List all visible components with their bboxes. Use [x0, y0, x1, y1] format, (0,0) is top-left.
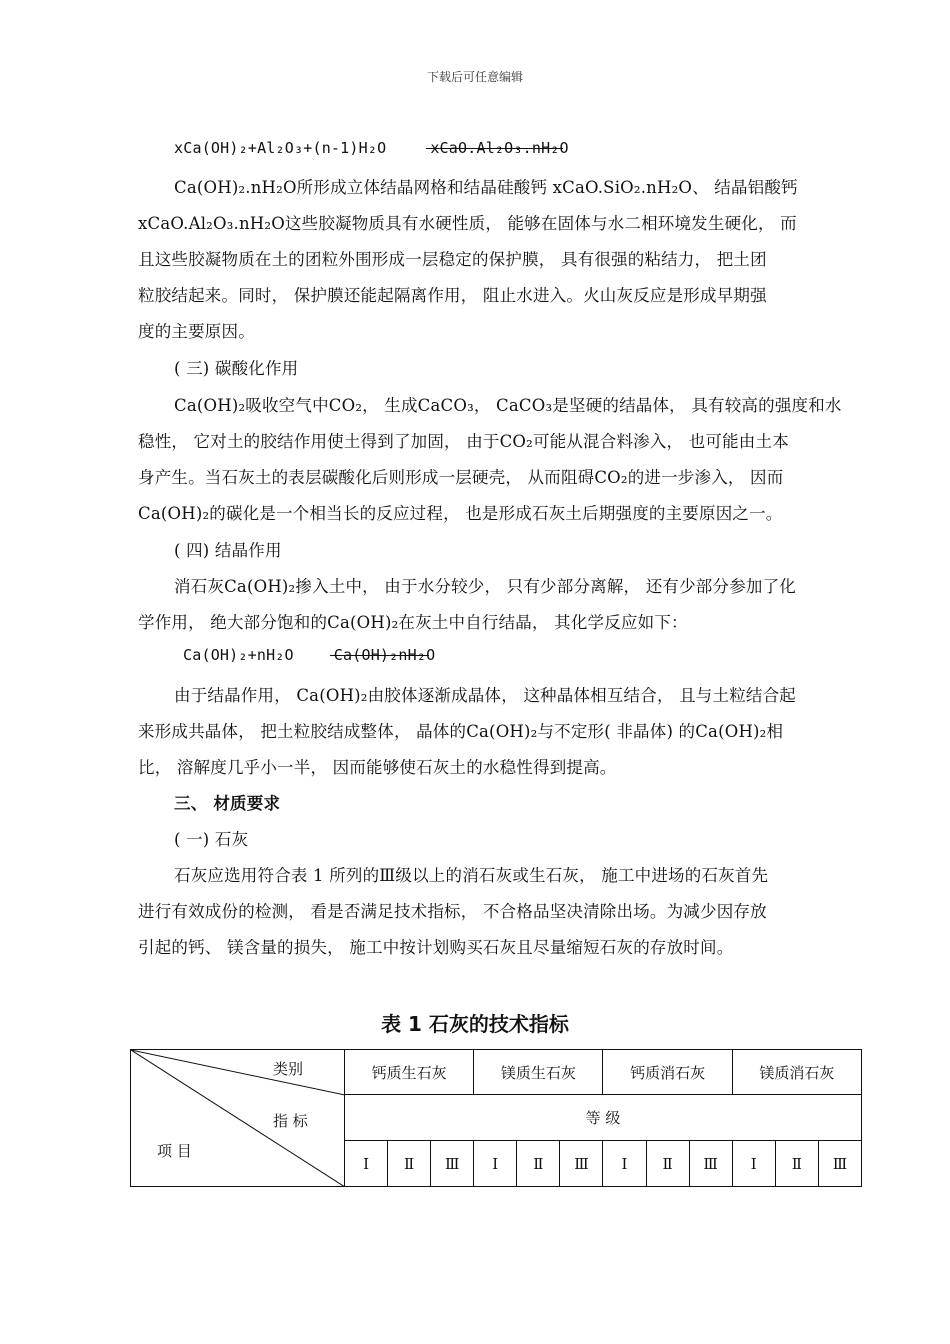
grade-cell: Ⅱ: [775, 1141, 818, 1187]
grade-cell: Ⅲ: [818, 1141, 861, 1187]
lime-spec-table: [130, 1049, 862, 1187]
category-header: 钙质生石灰: [345, 1050, 474, 1095]
equation-left: xCa(OH)₂+Al₂O₃+(n-1)H₂O: [174, 139, 387, 157]
paragraph-line: Ca(OH)₂.nH₂O所形成立体结晶网格和结晶硅酸钙 xCaO.SiO₂.nH₂O、 结晶铝酸钙: [174, 178, 798, 197]
grade-cell: Ⅰ: [345, 1141, 388, 1187]
paragraph-line: Ca(OH)₂的碳化是一个相当长的反应过程， 也是形成石灰土后期强度的主要原因之一。: [138, 504, 783, 523]
paragraph-line: 且这些胶凝物质在土的团粒外围形成一层稳定的保护膜， 具有很强的粘结力， 把土团: [138, 250, 767, 269]
subheading-carbonation: ( 三) 碳酸化作用: [174, 359, 299, 378]
grade-cell: Ⅲ: [560, 1141, 603, 1187]
grade-cell: Ⅲ: [689, 1141, 732, 1187]
diag-label-item: 项 目: [157, 1142, 192, 1160]
paragraph-line: 粒胶结起来。同时， 保护膜还能起隔离作用， 阻止水进入。火山灰反应是形成早期强: [138, 286, 767, 305]
section-heading: 三、 材质要求: [174, 794, 281, 813]
paragraph-line: 稳性， 它对土的胶结作用使土得到了加固， 由于CO₂可能从混合料渗入， 也可能由土本: [138, 432, 789, 451]
diagonal-lines: [131, 1050, 345, 1187]
paragraph-line: 引起的钙、 镁含量的损失， 施工中按计划购买石灰且尽量缩短石灰的存放时间。: [138, 938, 734, 957]
grade-cell: Ⅰ: [732, 1141, 775, 1187]
reaction-arrow: [430, 139, 568, 157]
grade-cell: Ⅰ: [474, 1141, 517, 1187]
diag-label-index: 指 标: [273, 1112, 308, 1130]
grade-cell: Ⅱ: [388, 1141, 431, 1187]
paragraph-line: 进行有效成份的检测， 看是否满足技术指标， 不合格品坚决清除出场。为减少因存放: [138, 902, 767, 921]
page-header: 下载后可任意编辑: [426, 70, 523, 84]
grade-cell: Ⅰ: [603, 1141, 646, 1187]
paragraph-line: 由于结晶作用， Ca(OH)₂由胶体逐渐成晶体， 这种晶体相互结合， 且与土粒结合起: [174, 686, 797, 705]
equation-crystallization: [183, 646, 435, 664]
table-title: 表 1 石灰的技术指标: [381, 1012, 569, 1036]
paragraph-line: 度的主要原因。: [138, 322, 255, 341]
grade-cell: Ⅲ: [431, 1141, 474, 1187]
subheading-lime: ( 一) 石灰: [174, 830, 249, 849]
category-header: 镁质消石灰: [732, 1050, 861, 1095]
paragraph-line: 身产生。当石灰土的表层碳酸化后则形成一层硬壳， 从而阻碍CO₂的进一步渗入， 因而: [138, 468, 784, 487]
equation-pozzolanic: [174, 139, 569, 157]
grade-cell: Ⅱ: [646, 1141, 689, 1187]
paragraph-line: 学作用， 绝大部分饱和的Ca(OH)₂在灰土中自行结晶， 其化学反应如下：: [138, 613, 688, 632]
diag-label-category: 类别: [273, 1060, 304, 1078]
category-header: 钙质消石灰: [603, 1050, 732, 1095]
diagonal-header-cell: [131, 1050, 345, 1187]
equation-right: xCaO.Al₂O₃.nH₂O: [430, 139, 569, 157]
paragraph-line: 来形成共晶体， 把土粒胶结成整体， 晶体的Ca(OH)₂与不定形( 非晶体) 的Ca(OH)₂相: [138, 722, 784, 741]
equation-right: Ca(OH)₂nH₂O: [333, 646, 436, 664]
grade-cell: Ⅱ: [517, 1141, 560, 1187]
paragraph-line: 消石灰Ca(OH)₂掺入土中， 由于水分较少， 只有少部分离解， 还有少部分参加了化: [174, 577, 797, 596]
grade-header: 等 级: [345, 1095, 862, 1141]
paragraph-line: Ca(OH)₂吸收空气中CO₂， 生成CaCO₃， CaCO₃是坚硬的结晶体， 具有较高的强度和水: [174, 396, 842, 415]
equation-left: Ca(OH)₂+nH₂O: [183, 646, 294, 664]
paragraph-line: 比， 溶解度几乎小一半， 因而能够使石灰土的水稳性得到提高。: [138, 758, 617, 777]
category-header: 镁质生石灰: [474, 1050, 603, 1095]
paragraph-line: 石灰应选用符合表 1 所列的Ⅲ级以上的消石灰或生石灰， 施工中进场的石灰首先: [174, 866, 769, 885]
reaction-arrow: [334, 646, 436, 664]
subheading-crystallization: ( 四) 结晶作用: [174, 541, 282, 560]
paragraph-line: xCaO.Al₂O₃.nH₂O这些胶凝物质具有水硬性质， 能够在固体与水二相环境发生硬化， 而: [138, 214, 797, 233]
